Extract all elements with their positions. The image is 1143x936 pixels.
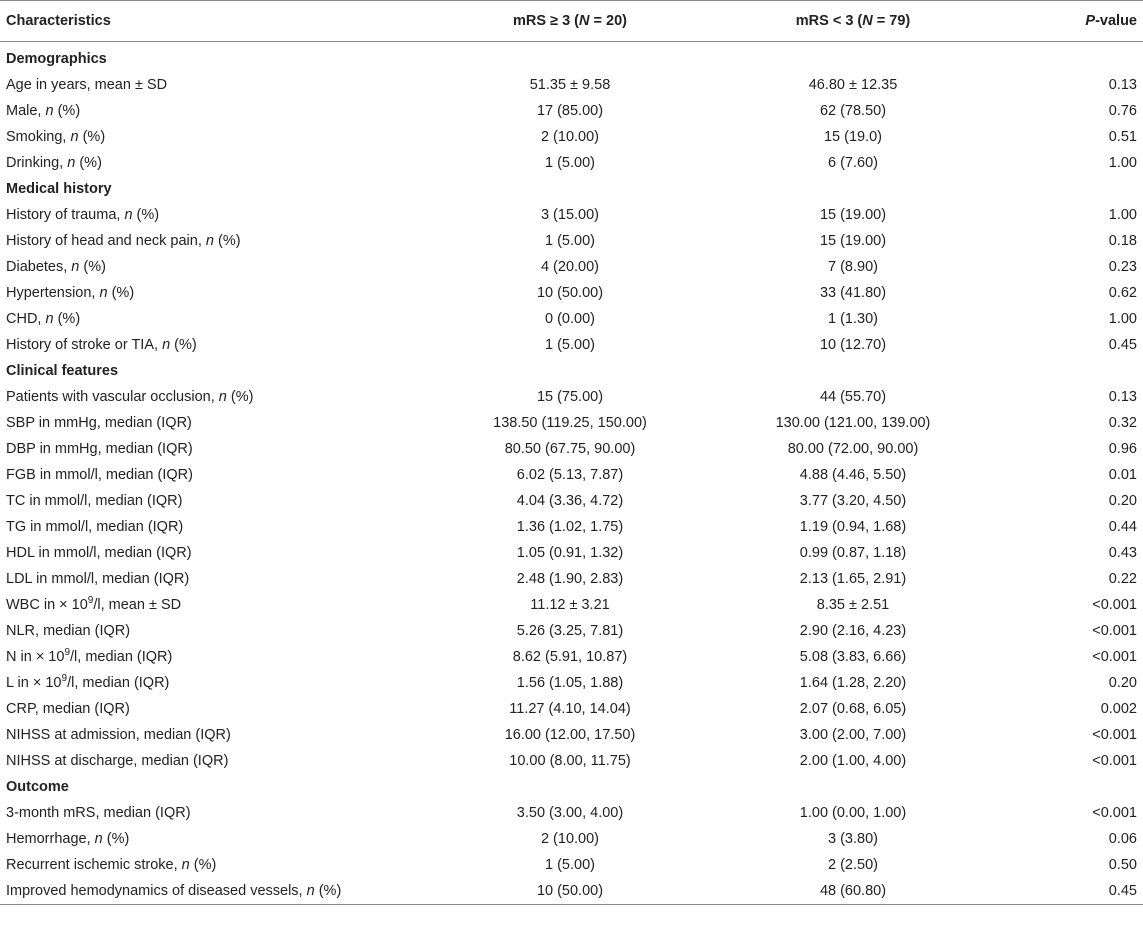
cell-p-value: 1.00 [1108, 207, 1137, 223]
cell-mrs-ge-3: 2 (10.00) [540, 831, 600, 847]
cell-p-value: 0.06 [1108, 831, 1137, 847]
table-row [0, 202, 1143, 228]
cell-mrs-ge-3: 51.35 ± 9.58 [529, 77, 611, 93]
cell-mrs-lt-3: 1.64 (1.28, 2.20) [799, 675, 907, 691]
cell-p-value: 0.01 [1108, 467, 1137, 483]
row-label: Hypertension, n (%) [6, 285, 135, 301]
cell-mrs-ge-3: 2 (10.00) [540, 129, 600, 145]
cell-mrs-lt-3: 44 (55.70) [819, 389, 887, 405]
cell-p-value: 1.00 [1108, 311, 1137, 327]
cell-mrs-ge-3: 1 (5.00) [545, 337, 595, 353]
row-label: CHD, n (%) [6, 311, 81, 327]
table-row [0, 332, 1143, 358]
cell-p-value: 0.96 [1108, 441, 1137, 457]
table-row [0, 306, 1143, 332]
cell-mrs-ge-3: 2.48 (1.90, 2.83) [516, 571, 624, 587]
cell-mrs-lt-3: 2.07 (0.68, 6.05) [799, 701, 907, 717]
row-label: Improved hemodynamics of diseased vessels, n (%) [0, 878, 440, 905]
cell-p-value: 0.13 [1108, 77, 1137, 93]
row-label: DBP in mmHg, median (IQR) [6, 441, 193, 457]
header-characteristics: Characteristics [0, 1, 440, 42]
row-label: Diabetes, n (%) [6, 259, 106, 275]
cell-p-value: <0.001 [1092, 727, 1137, 743]
section-title: Medical history [6, 181, 112, 197]
row-label: Patients with vascular occlusion, n (%) [6, 389, 254, 405]
table-row [0, 436, 1143, 462]
table-row [0, 98, 1143, 124]
table-row [0, 852, 1143, 878]
cell-mrs-lt-3: 6 (7.60) [828, 155, 878, 171]
row-label: NLR, median (IQR) [6, 623, 131, 639]
cell-p-value: 0.20 [1108, 675, 1137, 691]
cell-p-value: 0.23 [1108, 259, 1137, 275]
cell-mrs-ge-3: 1 (5.00) [545, 857, 595, 873]
cell-p-value: 0.62 [1108, 285, 1137, 301]
cell-mrs-ge-3: 4 (20.00) [540, 259, 600, 275]
table-row [0, 150, 1143, 176]
table-row [0, 228, 1143, 254]
table-row [0, 254, 1143, 280]
table-row [0, 462, 1143, 488]
cell-mrs-lt-3: 62 (78.50) [819, 103, 887, 119]
table-row [0, 280, 1143, 306]
cell-mrs-lt-3: 2 (2.50) [828, 857, 878, 873]
section-heading-row [0, 46, 1143, 72]
table-row [0, 540, 1143, 566]
header-p-value: P-value [1006, 1, 1143, 42]
cell-mrs-lt-3: 15 (19.00) [819, 233, 887, 249]
table-row [0, 670, 1143, 696]
cell-p-value: 0.18 [1108, 233, 1137, 249]
table-row [0, 124, 1143, 150]
table-body [0, 42, 1143, 905]
section-title: Outcome [6, 779, 69, 795]
row-label: WBC in × $10^9/l$, mean ± SD [6, 595, 182, 613]
row-label: 3-month mRS, median (IQR) [6, 805, 191, 821]
cell-mrs-lt-3: 46.80 ± 12.35 [808, 77, 898, 93]
header-group-mrs-ge-3: mRS ≥ 3 (N = 20) [440, 1, 700, 42]
cell-mrs-lt-3: 3.00 (2.00, 7.00) [799, 727, 907, 743]
table-row [0, 72, 1143, 98]
cell-p-value: 0.43 [1108, 545, 1137, 561]
row-label: SBP in mmHg, median (IQR) [6, 415, 192, 431]
cell-mrs-lt-3: 5.08 (3.83, 6.66) [799, 649, 907, 665]
section-title: Demographics [6, 51, 107, 67]
cell-mrs-lt-3: 7 (8.90) [828, 259, 878, 275]
cell-p-value: 0.22 [1108, 571, 1137, 587]
table-row [0, 644, 1143, 670]
row-label: TC in mmol/l, median (IQR) [6, 493, 183, 509]
row-label: NIHSS at admission, median (IQR) [6, 727, 231, 743]
cell-p-value: <0.001 [1092, 753, 1137, 769]
cell-mrs-lt-3: 1.19 (0.94, 1.68) [799, 519, 907, 535]
row-label: FGB in mmol/l, median (IQR) [6, 467, 193, 483]
cell-mrs-ge-3: 1.05 (0.91, 1.32) [516, 545, 624, 561]
cell-p-value: 0.002 [1100, 701, 1137, 717]
cell-mrs-ge-3: 1.56 (1.05, 1.88) [516, 675, 624, 691]
row-label: History of trauma, n (%) [6, 207, 160, 223]
cell-mrs-lt-3: 80.00 (72.00, 90.00) [787, 441, 919, 457]
cell-mrs-lt-3: 10 (12.70) [819, 337, 887, 353]
cell-mrs-lt-3: 2.00 (1.00, 4.00) [799, 753, 907, 769]
section-title: Clinical features [6, 363, 119, 379]
row-label: History of head and neck pain, n (%) [6, 233, 241, 249]
row-label: CRP, median (IQR) [6, 701, 130, 717]
row-label: History of stroke or TIA, n (%) [6, 337, 197, 353]
row-label: TG in mmol/l, median (IQR) [6, 519, 184, 535]
cell-p-value: 0.13 [1108, 389, 1137, 405]
table-row [0, 878, 1143, 905]
cell-p-value: 0.44 [1108, 519, 1137, 535]
cell-mrs-ge-3: 3.50 (3.00, 4.00) [516, 805, 624, 821]
cell-mrs-lt-3: 33 (41.80) [819, 285, 887, 301]
table-row [0, 384, 1143, 410]
cell-mrs-ge-3: 0 (0.00) [545, 311, 595, 327]
row-label: Male, n (%) [6, 103, 81, 119]
cell-mrs-lt-3: 1 (1.30) [828, 311, 878, 327]
row-label: N in × $10^9/l$, median (IQR) [6, 647, 173, 665]
cell-p-value: 0.45 [1006, 878, 1143, 905]
table-row [0, 696, 1143, 722]
table-header-row [0, 1, 1143, 42]
table-row [0, 748, 1143, 774]
row-label: Age in years, mean ± SD [6, 77, 168, 93]
row-label: HDL in mmol/l, median (IQR) [6, 545, 192, 561]
cell-mrs-ge-3: 8.62 (5.91, 10.87) [512, 649, 628, 665]
cell-p-value: <0.001 [1092, 623, 1137, 639]
cell-mrs-ge-3: 10 (50.00) [440, 878, 700, 905]
section-heading-row [0, 774, 1143, 800]
row-label: Drinking, n (%) [6, 155, 102, 171]
cell-mrs-ge-3: 3 (15.00) [540, 207, 600, 223]
cell-mrs-ge-3: 10.00 (8.00, 11.75) [509, 753, 631, 769]
cell-p-value: <0.001 [1092, 805, 1137, 821]
table-row [0, 410, 1143, 436]
cell-mrs-ge-3: 11.27 (4.10, 14.04) [509, 701, 631, 717]
row-label: Hemorrhage, n (%) [6, 831, 130, 847]
cell-mrs-lt-3: 2.13 (1.65, 2.91) [799, 571, 907, 587]
cell-mrs-ge-3: 16.00 (12.00, 17.50) [504, 727, 636, 743]
table-row [0, 826, 1143, 852]
cell-p-value: 1.00 [1108, 155, 1137, 171]
cell-mrs-lt-3: 15 (19.0) [823, 129, 883, 145]
table-row [0, 592, 1143, 618]
cell-mrs-ge-3: 11.12 ± 3.21 [530, 597, 610, 613]
table-row [0, 566, 1143, 592]
cell-mrs-lt-3: 48 (60.80) [700, 878, 1006, 905]
cell-mrs-ge-3: 4.04 (3.36, 4.72) [516, 493, 624, 509]
row-label: Smoking, n (%) [6, 129, 106, 145]
cell-mrs-lt-3: 15 (19.00) [819, 207, 887, 223]
cell-mrs-ge-3: 17 (85.00) [536, 103, 604, 119]
cell-mrs-ge-3: 15 (75.00) [536, 389, 604, 405]
row-label: LDL in mmol/l, median (IQR) [6, 571, 190, 587]
cell-mrs-ge-3: 10 (50.00) [536, 285, 604, 301]
cell-p-value: <0.001 [1092, 597, 1137, 613]
table-row [0, 618, 1143, 644]
table-row [0, 514, 1143, 540]
cell-p-value: <0.001 [1092, 649, 1137, 665]
section-heading-row [0, 358, 1143, 384]
header-group-mrs-lt-3: mRS < 3 (N = 79) [700, 1, 1006, 42]
cell-p-value: 0.32 [1108, 415, 1137, 431]
cell-mrs-ge-3: 80.50 (67.75, 90.00) [504, 441, 636, 457]
cell-p-value: 0.76 [1108, 103, 1137, 119]
cell-mrs-ge-3: 1 (5.00) [545, 155, 595, 171]
cell-mrs-ge-3: 1.36 (1.02, 1.75) [516, 519, 624, 535]
cell-mrs-ge-3: 138.50 (119.25, 150.00) [493, 415, 647, 431]
cell-mrs-lt-3: 3.77 (3.20, 4.50) [799, 493, 907, 509]
cell-mrs-lt-3: 1.00 (0.00, 1.00) [799, 805, 907, 821]
cell-mrs-ge-3: 5.26 (3.25, 7.81) [516, 623, 624, 639]
cell-p-value: 0.45 [1108, 337, 1137, 353]
cell-p-value: 0.50 [1108, 857, 1137, 873]
cell-mrs-lt-3: 0.99 (0.87, 1.18) [799, 545, 907, 561]
cell-mrs-ge-3: 1 (5.00) [545, 233, 595, 249]
cell-mrs-lt-3: 2.90 (2.16, 4.23) [799, 623, 907, 639]
table-row [0, 722, 1143, 748]
row-label: NIHSS at discharge, median (IQR) [6, 753, 229, 769]
cell-mrs-lt-3: 8.35 ± 2.51 [816, 597, 890, 613]
cell-p-value: 0.20 [1108, 493, 1137, 509]
cell-mrs-lt-3: 130.00 (121.00, 139.00) [775, 415, 931, 431]
cell-mrs-lt-3: 3 (3.80) [828, 831, 878, 847]
cell-mrs-ge-3: 6.02 (5.13, 7.87) [516, 467, 624, 483]
row-label: Recurrent ischemic stroke, n (%) [6, 857, 217, 873]
row-label: L in × $10^9/l$, median (IQR) [6, 673, 170, 691]
table-row [0, 800, 1143, 826]
cell-mrs-lt-3: 4.88 (4.46, 5.50) [799, 467, 907, 483]
section-heading-row [0, 176, 1143, 202]
cell-p-value: 0.51 [1108, 129, 1137, 145]
table-row [0, 488, 1143, 514]
